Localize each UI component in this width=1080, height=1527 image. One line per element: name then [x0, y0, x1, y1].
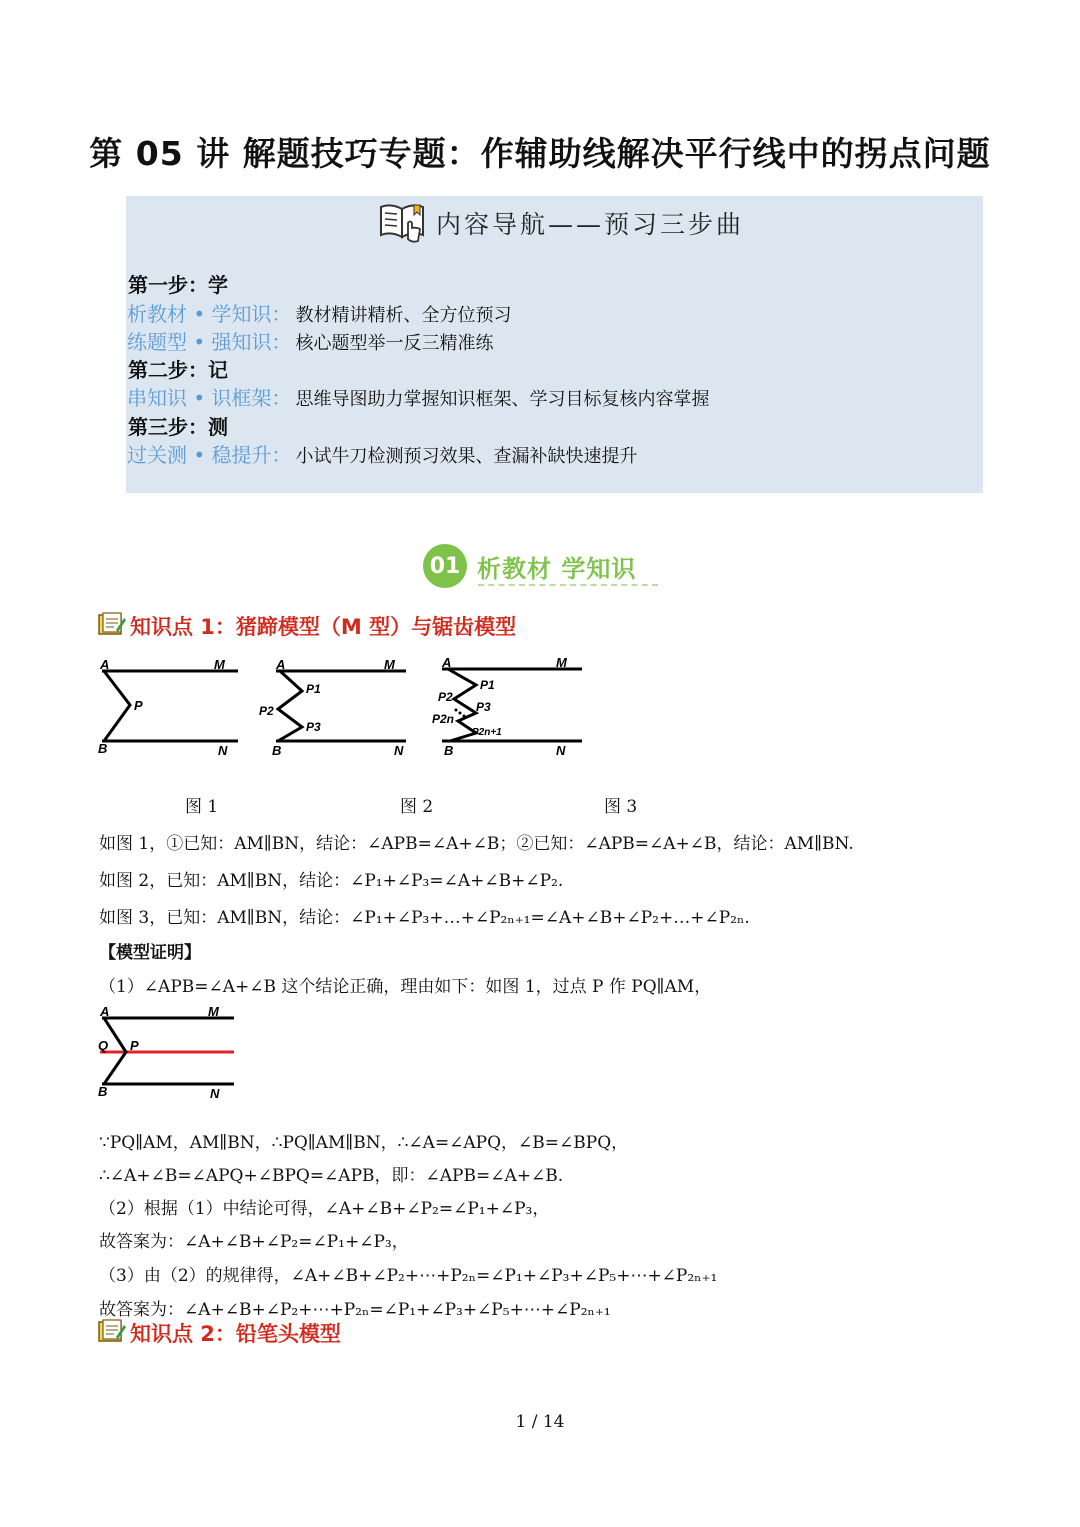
label-n: N [394, 743, 404, 758]
label-p2n: P2n [432, 712, 455, 726]
label-p3: P3 [476, 700, 491, 714]
step-1-label: 第一步：学 [128, 273, 228, 297]
label-a: A [442, 655, 452, 670]
label-m: M [208, 1004, 219, 1019]
label-p: P [134, 698, 143, 713]
proof-heading: 【模型证明】 [99, 943, 201, 963]
label-a: A [276, 657, 286, 672]
text-line-fig2: 如图 2，已知：AM∥BN，结论：∠P₁+∠P₃=∠A+∠B+∠P₂. [99, 871, 564, 891]
figure-2 [259, 657, 406, 758]
label-q: Q [98, 1038, 109, 1053]
proof-line-2: ∵PQ∥AM，AM∥BN，∴PQ∥AM∥BN，∴∠A=∠APQ，∠B=∠BPQ， [99, 1133, 629, 1153]
text-line-fig1: 如图 1，①已知：AM∥BN，结论：∠APB=∠A+∠B；②已知：∠APB=∠A+∠B，结论：AM∥BN. [99, 834, 854, 854]
figure-1 [98, 657, 238, 758]
nav-row-key: 析教材 • 学知识： [127, 302, 292, 326]
book-hand-icon [378, 199, 428, 247]
proof-line-1: （1）∠APB=∠A+∠B 这个结论正确，理由如下：如图 1，过点 P 作 PQ∥AM， [99, 977, 712, 997]
label-m: M [556, 655, 567, 670]
proof-line-3: ∴∠A+∠B=∠APQ+∠BPQ=∠APB，即：∠APB=∠A+∠B. [99, 1166, 564, 1186]
label-p2: P2 [438, 690, 453, 704]
label-b: B [444, 743, 454, 758]
label-n: N [556, 743, 566, 758]
nav-row-3 [127, 382, 710, 411]
label-b: B [272, 743, 282, 758]
knowledge-point-2 [98, 1318, 341, 1348]
proof-figure [96, 1000, 241, 1100]
nav-row-2 [127, 326, 494, 355]
badge-underline [478, 584, 658, 586]
label-p2: P2 [259, 704, 274, 718]
label-n: N [218, 743, 228, 758]
nav-row-key: 过关测 • 稳提升： [127, 443, 292, 467]
nav-row-desc: 小试牛刀检测预习效果、查漏补缺快速提升 [295, 446, 638, 467]
knowledge-point-1-title: 知识点 1：猪蹄模型（M 型）与锯齿模型 [130, 615, 517, 639]
nav-row-4 [127, 439, 638, 468]
label-a: A [100, 1004, 110, 1019]
label-p1: P1 [306, 682, 321, 696]
text-line-fig3: 如图 3，已知：AM∥BN，结论：∠P₁+∠P₃+…+∠P₂ₙ₊₁=∠A+∠B+∠P₂+…+∠P₂ₙ. [99, 908, 750, 928]
caption-figure-1: 图 1 [185, 797, 219, 817]
step-2-label: 第二步：记 [128, 358, 228, 382]
caption-figure-2: 图 2 [400, 797, 434, 817]
label-p1: P1 [480, 678, 495, 692]
nav-row-desc: 思维导图助力掌握知识框架、学习目标复核内容掌握 [295, 389, 710, 410]
nav-row-1 [127, 298, 512, 327]
page-title: 第 05 讲 解题技巧专题：作辅助线解决平行线中的拐点问题 [89, 134, 991, 173]
label-p2n-plus-1: P2n+1 [472, 727, 502, 738]
proof-line-4: （2）根据（1）中结论可得，∠A+∠B+∠P₂=∠P₁+∠P₃， [99, 1199, 550, 1219]
page-number: 1 / 14 [515, 1412, 565, 1432]
nav-row-key: 练题型 • 强知识： [127, 330, 292, 354]
label-p3: P3 [306, 720, 321, 734]
notebook-icon [98, 612, 126, 640]
knowledge-point-2-title: 知识点 2：铅笔头模型 [130, 1322, 341, 1346]
figure-3 [432, 655, 582, 758]
proof-line-5: 故答案为：∠A+∠B+∠P₂=∠P₁+∠P₃， [99, 1232, 409, 1252]
section-title: 析教材 学知识 [477, 554, 637, 583]
label-a: A [100, 657, 110, 672]
nav-row-desc: 教材精讲精析、全方位预习 [295, 305, 512, 326]
nav-row-key: 串知识 • 识框架： [127, 386, 292, 410]
label-n: N [210, 1086, 220, 1100]
knowledge-point-1 [98, 611, 516, 641]
proof-line-7: 故答案为：∠A+∠B+∠P₂+⋯+P₂ₙ=∠P₁+∠P₃+∠P₅+⋯+∠P₂ₙ₊₁ [99, 1300, 611, 1320]
figures-1-3 [96, 655, 596, 765]
label-p: P [130, 1038, 139, 1053]
nav-heading [378, 200, 744, 246]
section-number: 01 [423, 544, 467, 588]
nav-heading-text: 内容导航——预习三步曲 [436, 210, 745, 239]
proof-line-6: （3）由（2）的规律得，∠A+∠B+∠P₂+⋯+P₂ₙ=∠P₁+∠P₃+∠P₅+⋯+∠P₂ₙ₊₁ [99, 1266, 718, 1286]
label-m: M [384, 657, 395, 672]
label-b: B [98, 1084, 108, 1099]
step-3-label: 第三步：测 [128, 415, 228, 439]
label-b: B [98, 741, 108, 756]
caption-figure-3: 图 3 [604, 797, 638, 817]
label-m: M [214, 657, 225, 672]
notebook-icon [98, 1319, 126, 1347]
nav-row-desc: 核心题型举一反三精准练 [295, 333, 494, 354]
